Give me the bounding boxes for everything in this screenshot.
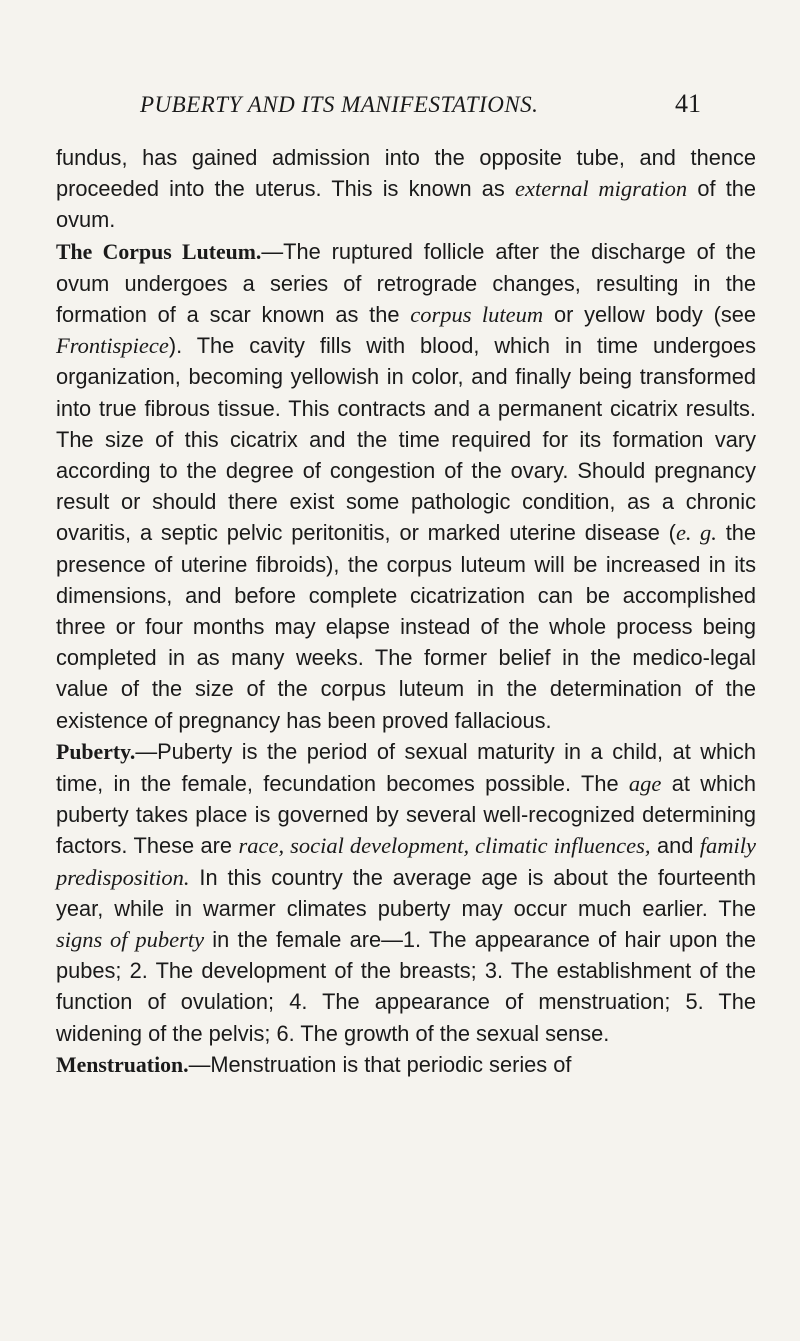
text-run: at which puberty takes place is governed by several well-recognized determining factors. These are xyxy=(56,771,756,859)
italic-term: signs of puberty xyxy=(56,927,205,953)
text-run: In this country the average age is about the fourteenth year, while in warmer climates puberty may occur much earlier. The xyxy=(56,864,756,921)
italic-term: Frontispiece xyxy=(56,333,169,359)
italic-term: corpus luteum xyxy=(410,302,544,328)
text-run: fundus, has gained admission into the opposite tube, and thence proceeded into the uterus. This is known as xyxy=(56,145,756,202)
running-title: PUBERTY AND ITS MANIFESTATIONS. xyxy=(140,92,539,117)
section-heading-puberty: Puberty. xyxy=(56,739,136,764)
text-run: the presence of uterine fibroids), the corpus luteum will be increased in its dimensions, and before complete cicatrization can be accomplished three or four months may elapse instead of the whole process being completed in as many weeks. The former belief in the medico-legal value of the size of the corpus luteum in the determination of the existence of pregnancy has been proved fallacious. xyxy=(56,520,756,733)
italic-term: external migration xyxy=(514,176,688,202)
paragraph-menstruation xyxy=(56,1049,756,1081)
section-heading-corpus-luteum: The Corpus Luteum. xyxy=(56,239,262,264)
text-run: ). The cavity fills with blood, which in time undergoes organization, becoming yellowish in color, and finally being transformed into true fibrous tissue. This contracts and a permanent cicatrix results. The size of this cicatrix and the time required for its formation vary according to the degree of congestion of the ovary. Should pregnancy result or should there exist some pathologic condition, as a chronic ovaritis, a septic pelvic peritonitis, or marked uterine disease ( xyxy=(56,333,756,546)
section-heading-menstruation: Menstruation. xyxy=(56,1052,189,1077)
italic-term: e. g. xyxy=(675,520,717,546)
text-run: of the ovum. xyxy=(56,176,756,233)
text-run: and xyxy=(650,833,700,859)
page-number: 41 xyxy=(675,89,701,118)
italic-term: race, social development, climatic influences, xyxy=(238,833,651,859)
paragraph-corpus-luteum xyxy=(56,236,756,736)
text-run: —Menstruation is that periodic series of xyxy=(188,1051,572,1077)
text-run: in the female are—1. The appearance of hair upon the pubes; 2. The development of the breasts; 3. The establishment of the function of ovulation; 4. The appearance of menstruation; 5. The widening of the pelvis; 6. The growth of the sexual sense. xyxy=(56,927,757,1046)
paragraph-external-migration xyxy=(56,142,756,236)
paragraph-puberty xyxy=(56,736,756,1049)
italic-term: family predisposition. xyxy=(56,833,757,890)
body-text xyxy=(56,142,756,1081)
text-run: or yellow body (see xyxy=(543,302,756,328)
text-run: —The ruptured follicle after the discharge of the ovum undergoes a series of retrograde changes, resulting in the formation of a scar known as the xyxy=(56,238,756,328)
text-run: —Puberty is the period of sexual maturity in a child, at which time, in the female, fecundation becomes possible. The xyxy=(56,738,756,797)
page-header xyxy=(0,89,800,132)
italic-term: age xyxy=(628,771,662,797)
